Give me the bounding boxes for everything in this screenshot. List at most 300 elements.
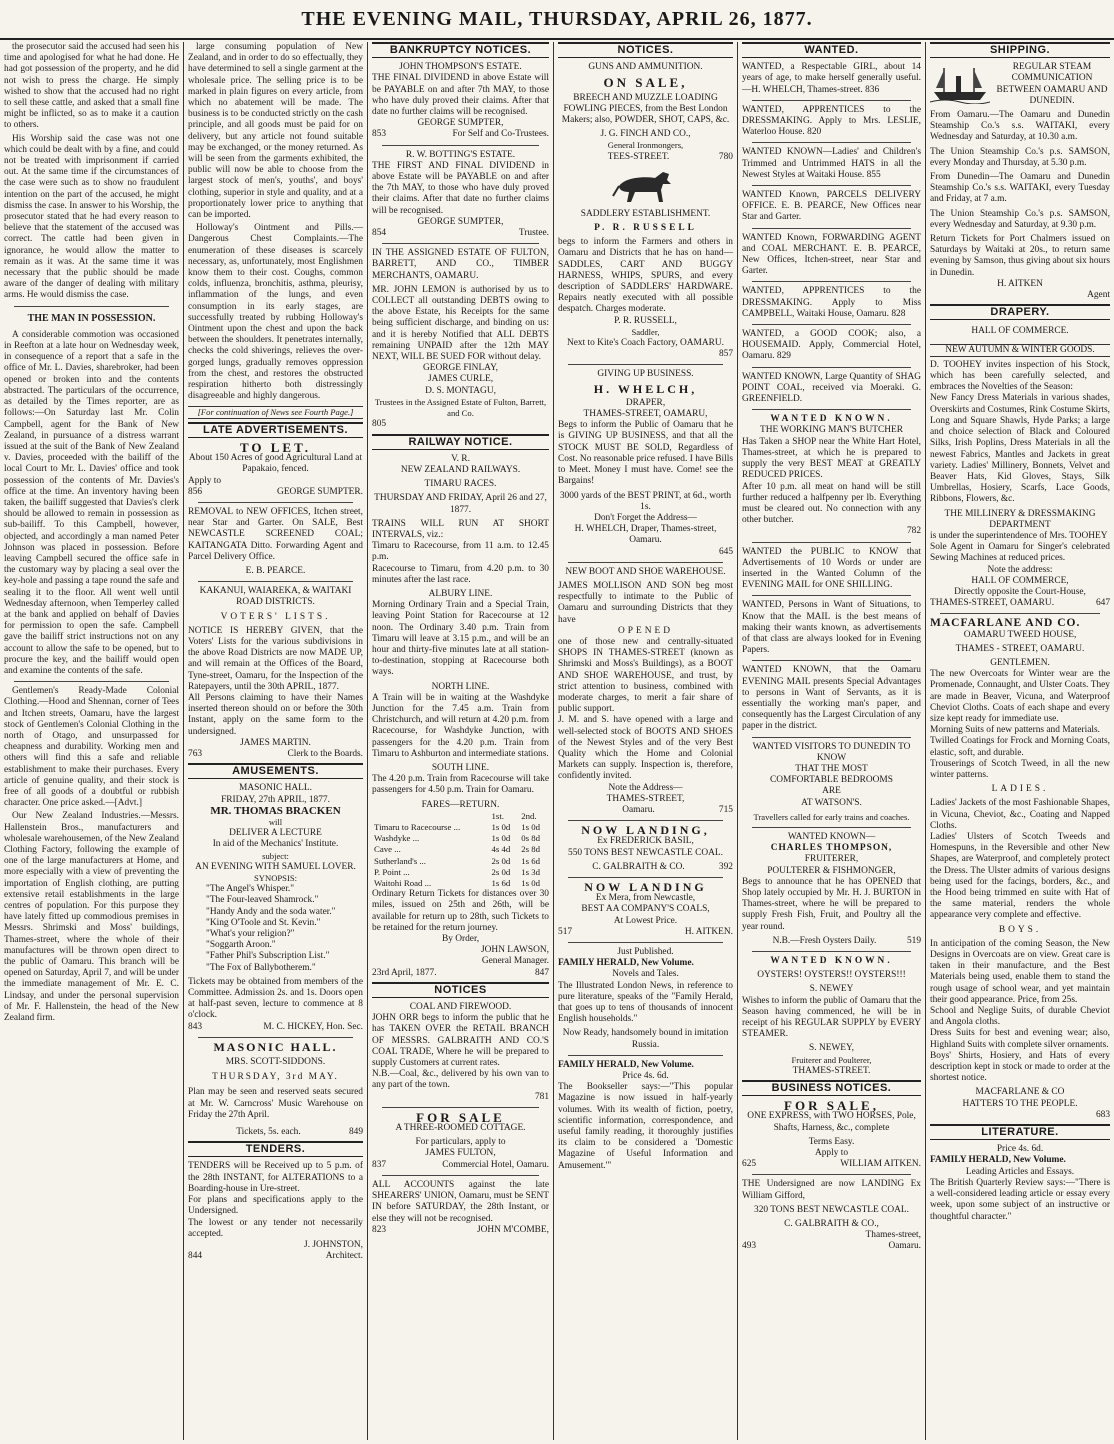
ad-body: About 150 Acres of good Agricultural Land at Papakaio, fenced. — [188, 453, 363, 475]
ad-wanted-special: WANTED KNOWN, that the Oamaru EVENING MAIL presents Special Advantages to persons in Want of Servants, as it is essentially the working man's paper, and consequently has the Largest Circulation of any paper in the district. — [742, 665, 921, 732]
divider — [752, 827, 911, 828]
ad-address: HALL OF COMMERCE, — [971, 575, 1069, 586]
ad-subtitle: BOYS. — [998, 924, 1042, 935]
ad-cottage-for-sale — [372, 1109, 549, 1171]
ad-wanted — [742, 105, 921, 139]
continuation-note: [For continuation of News see Fourth Page.] — [188, 406, 363, 419]
ad-macfarlane — [930, 618, 1110, 1121]
table-cell: Waitohi Road ... — [374, 878, 432, 889]
table-cell: 2s 0d — [491, 855, 511, 866]
divider — [752, 409, 911, 410]
ad-body: The British Quarterly Review says:—"There is a well-considered leading article or essay every week, upon some subject of an instructive or thoughtful character." — [930, 1177, 1110, 1222]
ad-signature: P. R. RUSSELL — [594, 223, 697, 234]
divider — [568, 942, 723, 943]
ad-address: H. WHELCH, Draper, Thames-street, Oamaru. — [574, 524, 717, 546]
ad-title: IN THE ASSIGNED ESTATE OF FULTON, BARRETT, AND CO., TIMBER MERCHANTS, OAMARU. — [372, 248, 549, 281]
ad-signature: GEORGE SUMPTER. — [277, 486, 363, 497]
synopsis-item: "Handy Andy and the soda water." — [206, 906, 336, 917]
synopsis-item: "Father Phil's Subscription List." — [206, 951, 330, 962]
ad-body: THE FINAL DIVIDEND in above Estate will be PAYABLE on and after 7th MAY, to those who have duly proved their claims. After that date no further claims will be recognised. — [372, 73, 549, 118]
ad-signature: S. NEWEY, — [809, 1043, 854, 1054]
ad-text: Price 4s. 6d. — [622, 1071, 669, 1082]
ad-body: From Oamaru.—The Oamaru and Dunedin Steamship Co.'s s.s. WAITAKI, every Wednesday and Saturday, at 10.30 a.m. — [930, 110, 1110, 143]
ad-body: WANTED Known, FORWARDING AGENT and COAL MERCHANT. E. B. PEARCE, New Offices, Itchen-street, near Star and Garter. — [742, 232, 921, 277]
ad-number: 836 — [865, 84, 880, 95]
ad-thompson-estate — [372, 62, 549, 140]
divider — [382, 145, 539, 146]
ad-text: Travellers called for early trains and coaches. — [753, 811, 910, 822]
ad-subtitle: TIMARU RACES. — [424, 479, 497, 490]
ad-body: Tickets may be obtained from members of the Committee. Admission 2s. and 1s. Doors open at half-past seven, lecture to commence at 8 o'clock. — [188, 976, 363, 1021]
ad-signature: GEORGE SUMPTER, — [417, 216, 504, 227]
ad-body: Trouserings of Scotch Tweed, in all the new winter patterns. — [930, 758, 1110, 780]
ad-galbraith-landing — [742, 1179, 921, 1252]
ad-body: From Dunedin—The Oamaru and Dunedin Steamship Co.'s s.s. WAITAKI, every Tuesday and Friday, at 7 a.m. — [930, 172, 1110, 205]
synopsis-item: "The Angel's Whisper." — [206, 884, 295, 895]
ad-mollison — [558, 581, 733, 816]
ad-number: 683 — [1095, 1109, 1110, 1120]
ad-role: For Self and Co-Trustees. — [452, 129, 549, 140]
ad-text: By Order, — [441, 934, 480, 945]
section-heading-drapery: DRAPERY. — [930, 304, 1110, 320]
ad-landing-mera — [558, 882, 733, 938]
news-paragraph: the prosecutor said the accused had seen his time and apologised for what he had done. He had got possession of the property, and he did not wish to press the charge. He simply wished to show that the accused had no right to sell these cattle, and asked that a small fine might be inflicted, so as to make it a caution to others. — [4, 42, 179, 131]
ad-body: REMOVAL to NEW OFFICES, Itchen street, near Star and Garter. On SALE, Best NEWCASTLE SCREENED COAL; KAITANGATA Ditto. Forwarding Agent and Parcel Delivery Office. — [188, 506, 363, 562]
ad-number: 715 — [718, 804, 733, 815]
ad-subtitle: THE MILLINERY & DRESSMAKING DEPARTMENT — [944, 508, 1096, 530]
ad-title: MASONIC HALL. — [213, 1039, 338, 1054]
news-paragraph: Holloway's Ointment and Pills.—Dangerous Chest Complaints.—The enumeration of these diseases is scarcely necessary, as, unfortunately, most Englishmen know them to their cost. Coughs, common colds, influenza, bronchitis, asthma, pleurisy, inflammation of the lungs, and even consumption in its early stages, are successfully treated by rubbing Holloway's Ointment upon the chest and upon the back between the shoulders. It penetrates internally, checks the cold shiverings, relieves the over-gorged lungs, gradually removes oppression from the chest, and restores the obstructed respiration hitherto both distressingly disagreeable and highly dangerous. — [188, 223, 363, 402]
ad-date: THURSDAY AND FRIDAY, April 26 and 27, 1877. — [374, 493, 547, 515]
ad-address: TEES-STREET. — [607, 151, 670, 162]
table-header: 2nd. — [521, 810, 537, 821]
ad-body: Ordinary Return Tickets for distances over 30 miles, issued on 25th and 26th, will be available for return up to 28th, such Tickets to be retained for the return journey. — [372, 889, 549, 933]
ad-text: Just Published. — [617, 947, 674, 958]
ad-signature: MACFARLANE & CO — [975, 1087, 1065, 1098]
ad-role: General Manager. — [481, 956, 549, 967]
ad-body: After 10 p.m. all meat on hand will be still further reduced a halfpenny per lb. Everything must be cleared out. No connection with any other butcher. — [742, 481, 921, 526]
ad-body: BREECH AND MUZZLE LOADING FOWLING PIECES, from the Best London Makers; also, POWDER, SHOT, CAPS, &c. — [561, 92, 730, 126]
ad-signature: JAMES FULTON, — [425, 1148, 496, 1159]
horse-icon — [611, 166, 681, 206]
ad-number: 780 — [718, 151, 733, 162]
ad-subtitle: OYSTERS! OYSTERS!! OYSTERS!!! — [757, 970, 906, 981]
ad-address: THAMES - STREET, OAMARU. — [955, 643, 1085, 654]
ad-number: 805 — [372, 419, 387, 430]
ad-text: SYNOPSIS: — [254, 873, 297, 884]
ad-body: WANTED KNOWN, Large Quantity of SHAG POINT COAL, received via Moeraki. G. GREENFIELD. — [742, 371, 921, 405]
ad-text: Note the Address— — [608, 782, 683, 793]
divider — [568, 1055, 723, 1056]
ad-title: FAMILY HERALD, New Volume. — [558, 1059, 694, 1070]
ad-text: DELIVER A LECTURE — [229, 828, 322, 839]
ad-signature: JOHN LAWSON, — [481, 945, 549, 956]
ad-signature: J. JOHNSTON, — [304, 1239, 363, 1250]
ad-number: 855 — [866, 169, 881, 180]
ad-address: Next to Kite's Coach Factory, OAMARU. — [566, 338, 725, 349]
divider — [752, 142, 911, 143]
ad-number: 853 — [372, 129, 387, 140]
ad-role: Agent — [1087, 290, 1110, 301]
ad-body: Dress Suits for best and evening wear; also, Highland Suits with complete silver ornaments. — [930, 1028, 1110, 1050]
ad-body: WANTED, APPRENTICES to the DRESSMAKING. Apply to Miss CAMPBELL, Waitaki House, Oamaru. — [742, 286, 921, 319]
ad-subtitle: NEW AUTUMN & WINTER GOODS. — [930, 344, 1110, 357]
ad-body: In anticipation of the coming Season, the New Designs in Overcoats are on view. Great care is taken in their manufacture, and the Best Materials being used, enable them to stand the rough usage of school wear, and yet maintain their good appearance. Price, from 25s. — [930, 938, 1110, 1005]
ad-body: 320 TONS BEST NEWCASTLE COAL. — [754, 1204, 909, 1215]
ad-address: Commercial Hotel, Oamaru. — [442, 1159, 549, 1170]
table-cell: 4s 4d — [491, 844, 511, 855]
ad-wanted — [742, 233, 921, 278]
table-cell: 1s 6d — [491, 878, 511, 889]
ad-body: ALL ACCOUNTS against the late SHEARERS' UNION, Oamaru, must be SENT IN before SATURDAY, the 28th Instant, or else they will not be recognised. — [372, 1179, 549, 1224]
ad-body: THE FIRST AND FINAL DIVIDEND in above Estate will be PAYABLE on and after the 7th MAY, to those who have duly proved their claims. After that date no further claims will be recognised. — [372, 160, 549, 216]
ad-masonic-hall — [188, 1039, 363, 1138]
ad-title: WANTED VISITORS TO DUNEDIN TO KNOW — [752, 741, 911, 763]
ad-literature — [930, 1144, 1110, 1222]
divider — [568, 562, 723, 563]
ad-title: GUNS AND AMMUNITION. — [588, 62, 703, 73]
ad-signature: GEORGE FINLAY, — [422, 363, 498, 374]
ad-body: Sole Agent in Oamaru for Singer's celebrated Sewing Machines at reduced prices. — [930, 542, 1110, 564]
ad-number: 517 — [558, 926, 573, 937]
ad-body: Begs to announce that he has OPENED that Shop lately occupied by Mr. H. J. BURTON in Thames-street, where he will be prepared to supply Fresh Fish, Fruit, and Poultry all the year round. — [742, 876, 921, 932]
table-header-row — [372, 811, 549, 822]
ad-body: All Persons claiming to have their Names inserted thereon should on or before the 30th Instant, apply on the same form to the undersigned. — [188, 692, 363, 737]
ad-signature: M. C. HICKEY, Hon. Sec. — [263, 1021, 363, 1032]
ad-text: For particulars, apply to — [415, 1137, 506, 1148]
ad-number: 829 — [776, 351, 791, 362]
ad-number: 856 — [188, 486, 203, 497]
ad-body: Begs to inform the Public of Oamaru that he is GIVING UP BUSINESS, and that all the STOCK MUST BE SOLD, Regardless of Cost. No reasonable price refused. I have Bills to Meet. Money I must have. Come! see the Bargains! — [558, 420, 733, 487]
ad-body: Ladies' Jackets of the most Fashionable Shapes, in Vicuna, Cheviot, &c., Coating and Napped Cloths. — [930, 798, 1110, 831]
ad-wanted-public: WANTED the PUBLIC to KNOW that Advertisements of 10 Words or under are inserted in the Wanted Column of the EVENING MAIL for ONE SHILLING. — [742, 546, 921, 591]
ad-text: Terms Easy. — [808, 1136, 855, 1147]
ad-body: TENDERS will be Received up to 5 p.m. of the 28th INSTANT, for ALTERATIONS to a Boarding-house in Ure-street. — [188, 1161, 363, 1194]
ad-subtitle: GENTLEMEN. — [990, 657, 1050, 668]
ad-signature: JOHN M'COMBE, — [476, 1224, 549, 1235]
divider — [568, 820, 723, 821]
ad-title: WANTED KNOWN. — [770, 956, 893, 967]
ad-subtitle: THE WORKING MAN'S BUTCHER — [760, 425, 903, 436]
ad-road-districts — [188, 586, 363, 760]
ad-title: TO LET. — [239, 439, 312, 455]
section-heading-railway: RAILWAY NOTICE. — [372, 434, 549, 450]
ad-body: J. M. and S. have opened with a large and well-selected stock of BOOTS AND SHOES of the Newest Styles and of the very Best Quality which the Home and Colonial Markets can supply. Inspection is, therefore, confidently invited. — [558, 715, 733, 782]
ad-subtitle: VOTERS' LISTS. — [220, 611, 331, 622]
ad-body: The Bookseller says:—"This popular Magazine is now issued in half-yearly volumes. With its wealth of fiction, poetry, scientific information, correspondence, and useful family reading, it thoroughly justifies its claim to be considered a 'Domestic Magazine of Useful Information and Amusement.'" — [558, 1082, 733, 1171]
ad-title: KAKANUI, WAIAREKA, & WAITAKI ROAD DISTRICTS. — [199, 586, 352, 608]
divider — [752, 281, 911, 282]
ad-body: Has Taken a SHOP near the White Hart Hotel, Thames-street, at which he is prepared to supply the very BEST MEAT at GREATLY REDUCED PRICES. — [742, 436, 921, 481]
divider — [752, 100, 911, 101]
ad-landing-basil — [558, 825, 733, 873]
ad-body: one of those new and centrally-situated SHOPS IN THAMES-STREET (known as Shrimski and Moss's Buildings), as a BOOT AND SHOE WAREHOUSE, and trust, by strict attention to business, combined with moderate charges, to merit a fair share of public support. — [558, 636, 733, 715]
ad-shearers-union — [372, 1180, 549, 1236]
ad-to-let — [188, 439, 363, 498]
table-cell: Sutherland's ... — [374, 855, 426, 866]
ad-railway-notice — [372, 454, 549, 979]
divider — [940, 613, 1100, 614]
ad-title: SADDLERY ESTABLISHMENT. — [580, 208, 711, 219]
table-cell: 1s 0d — [521, 822, 541, 832]
ad-text: V. R. — [451, 453, 470, 464]
table-cell: Timaru to Racecourse ... — [374, 822, 461, 832]
ad-address: Oamaru. — [888, 1241, 921, 1252]
ad-role: General Ironmongers, — [607, 140, 684, 151]
ad-signature: S. NEWEY — [809, 984, 854, 995]
masthead: THE EVENING MAIL, THURSDAY, APRIL 26, 1877. — [0, 0, 1114, 40]
ad-number: 847 — [534, 967, 549, 978]
ad-body: Timaru to Racecourse, from 11 a.m. to 12.45 p.m. — [372, 541, 549, 563]
table-cell: 0s 8d — [521, 833, 541, 844]
ad-title: NEW ZEALAND RAILWAYS. — [400, 464, 521, 475]
ad-wanted — [742, 190, 921, 224]
ad-text: will — [268, 817, 283, 827]
ad-body: ONE EXPRESS, with TWO HORSES, Pole, Shafts, Harness, &c., complete — [747, 1111, 916, 1133]
ad-title: NOW LANDING, — [581, 823, 710, 838]
table-row — [372, 822, 549, 833]
table-cell: Washdyke ... — [374, 833, 420, 844]
divider — [198, 1037, 353, 1038]
ad-butcher — [742, 414, 921, 537]
ad-address: THAMES-STREET, OAMARU, — [583, 409, 708, 420]
divider — [382, 1107, 539, 1108]
ad-title: NEW BOOT AND SHOE WAREHOUSE. — [565, 566, 726, 577]
table-cell: 1s 6d — [521, 855, 541, 866]
synopsis-item: "King O'Toole and St. Kevin." — [206, 917, 321, 928]
divider — [752, 542, 911, 543]
ad-hall-of-commerce — [930, 326, 1110, 609]
ad-text: Apply to — [814, 1148, 849, 1159]
ad-fulton-estate — [372, 248, 549, 430]
ad-subtitle: HATTERS TO THE PEOPLE. — [962, 1098, 1078, 1109]
ad-lecture — [188, 783, 363, 1032]
table-header: 1st. — [491, 810, 504, 821]
ad-body: begs to inform the Farmers and others in Oamaru and Districts that he has on hand—SADDLES, CART AND BUGGY HARNESS, WHIPS, SPURS, and every description of SADDLERS' HARDWARE. Repairs neatly executed with all possible despatch. Charges moderate. — [558, 237, 733, 315]
ad-text: AT WATSON'S. — [801, 797, 862, 808]
divider — [752, 185, 911, 186]
table-row — [372, 878, 549, 889]
ad-visitors — [742, 742, 921, 823]
ad-title: JOHN THOMPSON'S ESTATE. — [399, 62, 522, 73]
section-heading-business: BUSINESS NOTICES. — [742, 1080, 921, 1096]
ad-number: 519 — [906, 935, 921, 946]
ad-body: D. TOOHEY invites inspection of his Stock, which has been carefully selected, and embraces the Novelties of the Season: — [930, 359, 1110, 393]
ad-number: 823 — [372, 1224, 387, 1235]
ad-body: 3000 yards of the BEST PRINT, at 6d., worth 1s. — [559, 490, 732, 512]
ad-role: DRAPER, — [625, 397, 666, 408]
divider — [752, 737, 911, 738]
table-row — [372, 856, 549, 867]
news-paragraph: A considerable commotion was occasioned in Reefton at a late hour on Wednesday week, in consequence of a report that a safe in the office of Mr. L. Davies, sharebroker, had been opened or broken into and the contents abstracted. The particulars of the occurrence, as detailed by the Times reporter, are as follows:—On Saturday last Mr. Colin Campbell, agent for the Bank of New Zealand, in pursuance of a distress warrant issued at the suit of the Bank of New Zealand v. Davies, proceeded with the bailiff of the local Court to Mr. L. Davies' office and took possession of the contents of Mr. Davies's office at the time. An inventory having been taken, the bailiff suggested that Davies's clerk should be allowed to remain in possession as sub-bailiff. To this Campbell, however, objected, and accordingly a man named Peter Johnson was placed in possession. Before leaving Campbell secured the office safe in the customary way by placing a seal over the key-hole and passing a tape round the safe and sealing it to the floor. All went well until Wednesday afternoon, when Temperley called at the bank and applied on behalf of Davies for permission to open the safe. Campbell gave the bailiff strict instructions not on any account to allow the safe to be opened, but to procure the key, and the bailiff would open and examine the contents of the safe. — [4, 329, 179, 676]
ad-number: 849 — [348, 1127, 363, 1138]
ad-signature: H. WHELCH, — [593, 381, 698, 396]
ad-text: Ex FREDERICK BASIL, — [597, 836, 694, 847]
ad-body: The Union Steamship Co.'s p.s. SAMSON, every Wednesday and Saturday, at 9.30 p.m. — [930, 208, 1110, 230]
ad-text: Ex Mera, from Newcastle, — [595, 893, 696, 904]
ad-subtitle: Leading Articles and Essays. — [965, 1166, 1075, 1177]
divider — [752, 951, 911, 952]
ad-address: THAMES-STREET, — [606, 793, 685, 804]
ad-address: THAMES-STREET. — [792, 1065, 871, 1076]
divider — [752, 228, 911, 229]
ad-signature: C. GALBRAITH & CO., — [784, 1219, 879, 1230]
section-heading-literature: LITERATURE. — [930, 1124, 1110, 1140]
table-row — [372, 833, 549, 844]
ad-address: Directly opposite the Court-House, — [954, 586, 1086, 597]
ad-address: THAMES-STREET, OAMARU. — [930, 598, 1055, 609]
ad-steam-communication — [930, 62, 1110, 301]
ad-body: Return Tickets for Port Chalmers issued on Saturdays by Waitaki at 20s., to return same evening by Samson, thus giving about six hours in Dunedin. — [930, 234, 1110, 278]
ad-address: Oamaru. — [622, 804, 655, 815]
ad-number: 763 — [188, 748, 203, 759]
ad-body: Boys' Shirts, Hosiery, and Hats of every description kept in stock or made to order at the shortest notice. — [930, 1050, 1110, 1084]
news-paragraph: His Worship said the case was not one which could be dealt with by a fine, and could not be treated with imprisonment if carried out. At the same time if the circumstances of the case were such as to show no fraudulent intention on the part of the accused, he might dismiss the case. In answer to his Worship, the prosecutor stated that he had every reason to believe that the statement of the accused was correct. The cattle had been given in ignorance, he would allow the matter to remain as it was. At the same time it was necessary that the public should be made aware of the danger of dealing with military arms. He would dismiss the case. — [4, 133, 179, 301]
section-heading-bankruptcy: BANKRUPTCY NOTICES. — [372, 42, 549, 58]
ad-date: FRIDAY, 27th APRIL, 1877. — [221, 794, 330, 805]
ad-signature: JAMES MARTIN. — [240, 737, 311, 748]
table-row — [372, 867, 549, 878]
ad-signature: J. G. FINCH AND CO., — [600, 129, 691, 140]
ad-signature: JAMES CURLE, — [427, 374, 494, 385]
section-heading-late-ads: LATE ADVERTISEMENTS. — [188, 422, 363, 438]
ad-title: REGULAR STEAM COMMUNICATION BETWEEN OAMARU AND DUNEDIN. — [996, 62, 1108, 106]
ad-botting-estate — [372, 150, 549, 240]
synopsis-item: "What's your religion?" — [206, 929, 295, 940]
ad-number: 844 — [188, 1251, 203, 1262]
ad-body: Twilled Coatings for Frock and Morning Coats, elastic, soft, and durable. — [930, 736, 1110, 758]
ad-title: FOR SALE, — [784, 1098, 879, 1114]
news-paragraph: Gentlemen's Ready-Made Colonial Clothing.—Hood and Shennan, corner of Tees and Itchen streets, Oamaru, have the largest stock of Gentlemen's Colonial Clothing in the north of Otago, and unsurpassed for cheapness and durability. Working men and others will find this a safe and reliable establishment to make their purchases. Every article of genuine quality, and their stock is free of all goods of a doubtful or rubbish character. One price asked.—[Advt.] — [4, 686, 179, 809]
section-heading-shipping: SHIPPING. — [930, 42, 1110, 58]
ad-wanted — [742, 372, 921, 406]
ad-subtitle: NORTH LINE. — [431, 681, 490, 692]
ad-body: Morning Ordinary Train and a Special Train, leaving Point Station for Racecourse at 12 noon. The Ordinary 3.40 p.m. Train from Timaru will leave at 3.15 p.m., and will be an hour and thirty-five minutes late at all station-to-destination, stopping at Racecourse both ways. — [372, 600, 549, 678]
column-3 — [368, 42, 553, 1442]
table-row — [372, 844, 549, 855]
ad-body: WANTED, APPRENTICES to the DRESSMAKING. Apply to Mrs. LESLIE, Waterloo House. — [742, 104, 921, 138]
ad-title: HALL OF COMMERCE. — [971, 326, 1069, 337]
ad-body: 550 TONS BEST NEWCASTLE COAL. — [568, 847, 723, 858]
ad-body: For plans and specifications apply to the Undersigned. — [188, 1195, 363, 1217]
ad-signature: P. R. RUSSELL, — [614, 315, 677, 326]
column-4 — [554, 42, 737, 1442]
ad-title: NOW LANDING — [584, 880, 707, 894]
divider — [382, 243, 539, 244]
ad-body: The Illustrated London News, in reference to pure literature, speaks of the "Family Herald, that goes up to tens of thousands of innocent English households." — [558, 980, 733, 1025]
ad-body: The Union Steamship Co.'s p.s. SAMSON, every Monday and Thursday, at 5.30 p.m. — [930, 146, 1110, 168]
ad-subtitle: FARES—RETURN. — [421, 799, 500, 810]
ad-body: N.B.—Coal, &c., delivered by his own van to any part of the town. — [372, 1069, 549, 1091]
ad-role: Saddler, — [631, 326, 660, 337]
ad-body: A Train will be in waiting at the Washdyke Junction for the 7.45 a.m. Train from Christchurch, and will return at 4.20 p.m. from Racecourse, for Washdyke Junction, with passengers for the 4.20 p.m. Train from Timaru to Ashburton and intermediate stations. — [372, 692, 549, 759]
ad-role: Clerk to the Boards. — [287, 748, 363, 759]
ad-wanted — [742, 62, 921, 96]
ad-body: The lowest or any tender not necessarily accepted. — [188, 1217, 363, 1239]
ad-number: 392 — [718, 861, 733, 872]
ad-text: In aid of the Mechanics' Institute. — [212, 839, 339, 850]
news-heading: THE MAN IN POSSESSION. — [27, 312, 156, 324]
ad-signature: CHARLES THOMPSON, — [770, 843, 893, 854]
ad-body: WANTED, a GOOD COOK; also, a HOUSEMAID. Apply, Commercial Hotel, Oamaru. — [742, 329, 921, 362]
divider — [752, 595, 911, 596]
ad-text: Note the address: — [987, 564, 1053, 575]
fares-table — [372, 811, 549, 889]
divider — [568, 877, 723, 878]
ad-body: The new Overcoats for Winter wear are the Promenade, Connaught, and Ulster Coats. They are made in Beaver, Vicuna, and Waterproof Cheviot Cloths. Coats of each shape and every size kept ready for immediate use. — [930, 669, 1110, 724]
section-heading-tenders: TENDERS. — [188, 1141, 363, 1157]
ad-guns — [558, 62, 733, 163]
ad-number: 645 — [718, 546, 733, 557]
divider — [568, 364, 723, 365]
ad-text: subject: — [262, 850, 289, 861]
table-cell: 1s 0d — [491, 822, 511, 832]
ad-number: 647 — [1095, 598, 1110, 609]
ad-text: COMFORTABLE BEDROOMS — [770, 775, 893, 786]
ad-text: AN EVENING WITH SAMUEL LOVER. — [195, 861, 356, 872]
ad-address: Thames-street, — [865, 1230, 921, 1241]
synopsis-item: "The Fox of Ballybotherem." — [206, 962, 316, 973]
ad-tickets: Tickets, 5s. each. — [236, 1127, 301, 1138]
ad-body: WANTED KNOWN—Ladies' and Children's Trimmed and Untrimmed HATS in all the Newest Styles at Waitaki House. — [742, 147, 921, 180]
ad-signature: H. AITKEN. — [684, 926, 733, 937]
ad-role: FRUITERER, — [804, 854, 859, 865]
ad-body: WANTED Known, PARCELS DELIVERY OFFICE. E. B. PEARCE, New Offices near Star and Garter. — [742, 190, 921, 223]
ad-apply: Apply to — [188, 475, 222, 486]
ad-body: MR. JOHN LEMON is authorised by us to COLLECT all outstanding DEBTS owing to the above Estate, his Receipts for the same being sufficient discharge, and binding on us: and it is hereby Notified that ALL DEBTS remaining UNPAID after the 12th MAY NEXT, WILL BE SUED FOR without delay. — [372, 284, 549, 363]
ad-number: 625 — [742, 1159, 757, 1170]
ad-body: Ladies' Ulsters of Scotch Tweeds and Homespuns, in the Reversible and other New Shapes, are Waterproof, and completely protect the Dress. The Ulster admits of various designs being used for the facings, borders, &c., and the Hood being trimmed en suite with Hat of the same material, renders the whole appearance very complete and effective. — [930, 832, 1110, 921]
ad-title: WANTED KNOWN— — [787, 831, 876, 842]
section-heading-amusements: AMUSEMENTS. — [188, 763, 363, 779]
ad-body: is under the superintendence of Mrs. TOOHEY — [930, 530, 1108, 541]
ad-title: MACFARLANE AND CO. — [930, 617, 1081, 630]
ad-text: At Lowest Price. — [613, 915, 678, 926]
ad-title: GIVING UP BUSINESS. — [597, 369, 694, 380]
ad-text: ARE — [822, 786, 841, 797]
ad-text: Don't Forget the Address— — [594, 512, 697, 523]
ad-subtitle: OPENED — [618, 625, 673, 636]
table-cell: 1s 0d — [491, 833, 511, 844]
ad-body: A THREE-ROOMED COTTAGE. — [395, 1123, 526, 1134]
table-cell: 2s 0d — [491, 866, 511, 877]
ad-title: MASONIC HALL. — [239, 783, 312, 794]
news-paragraph: large consuming population of New Zealand, and in order to do so effectually, they have determined to sell a single garment at the wholesale price. The selling price is to be marked in plain figures on every article, from which no abatement will be made. The business is to be conducted strictly on the cash principle, and all goods must be paid for on delivery, but any article not found suitable may be exchanged, or the money returned. As will be seen from the garments exhibited, the public will now be able to choose from the largest stock of men's, youths', and boys' clothing, superior in style and quality, and at a proportionately lower price to anything that can be imported. — [188, 42, 363, 221]
divider — [14, 681, 169, 682]
ad-signature: GEORGE SUMPTER, — [417, 118, 504, 129]
ad-coal-firewood — [372, 1002, 549, 1103]
ad-whelch — [558, 381, 733, 558]
divider — [752, 324, 911, 325]
news-paragraph: Our New Zealand Industries.—Messrs. Hallenstein Bros., manufacturers and wholesale warehousemen, of the New Zealand Clothing Factory, following the example of one of the large manufacturers at Home, and more especially with a view of preventing the importation of English clothing, are putting extensive retail establishments in the large centres of population. For this purpose they have lately fitted up commodious premises in Messrs. Shrimski and Moss' buildings, Thames-street, where the whole of their manufactures will be thrown open direct to the public of Oamaru. This branch will be opened on Saturday, April 7, and will be under the immediate management of Mr. E. C. Lindsay, and under the personal supervision of Mr. F. Hallenstein, the head of the New Zealand firm. — [4, 811, 179, 1024]
column-2 — [184, 42, 367, 1442]
divider — [14, 306, 169, 307]
ad-wanted — [742, 286, 921, 320]
ad-number: 782 — [906, 526, 921, 537]
ad-subtitle: SOUTH LINE. — [431, 762, 490, 773]
ad-tenders — [188, 1161, 363, 1262]
ad-wanted — [742, 329, 921, 363]
synopsis-item: "The Four-leaved Shamrock." — [206, 895, 319, 906]
table-cell: 2s 8d — [521, 844, 541, 855]
ad-body: WANTED, a Respectable GIRL, about 14 years of age, to make herself generally useful.—H. WHELCH, Thames-street. — [742, 62, 921, 95]
ad-wanted-situations: WANTED, Persons in Want of Situations, to Know that the MAIL is the best means of making their wants known, as advertisements of that class are always looked for in Evening Papers. — [742, 600, 921, 656]
ad-subtitle: Novels and Tales. — [612, 969, 679, 980]
ad-body: Racecourse to Timaru, from 4.20 p.m. to 30 minutes after the last race. — [372, 563, 549, 585]
ad-body: THE Undersigned are now LANDING Ex William Gifford, — [742, 1179, 921, 1201]
ad-body: Wishes to inform the public of Oamaru that the Season having commenced, he will be in receipt of his REGULAR SUPPLY by EVERY STEAMER. — [742, 995, 921, 1040]
ship-icon — [930, 62, 990, 104]
